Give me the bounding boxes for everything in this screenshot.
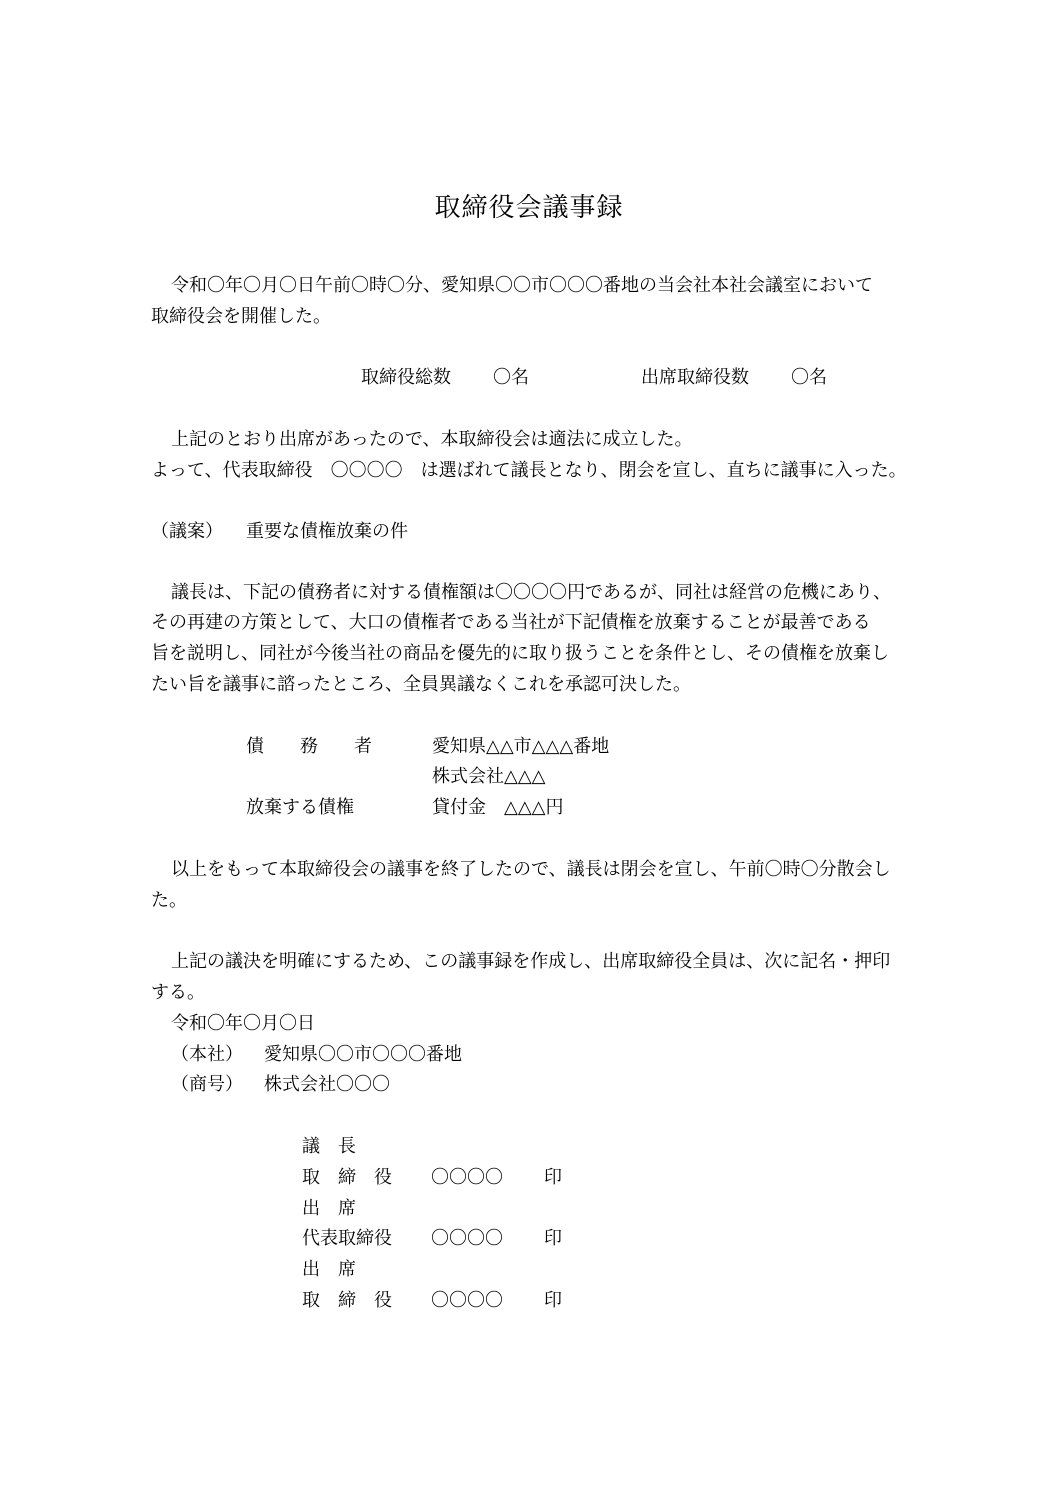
signature-0-seal: 印: [544, 1167, 562, 1188]
signature-0-role-top: 議 長: [302, 1136, 356, 1157]
debtor-label: 債 務 者: [246, 736, 372, 757]
intro-line-2: 取締役会を開催した。: [151, 306, 331, 327]
signature-0-role: 取 締 役: [302, 1167, 392, 1188]
signature-2-name: 〇〇〇〇: [431, 1290, 503, 1311]
agenda-item: 重要な債権放棄の件: [246, 521, 408, 542]
closing-line-2: た。: [151, 890, 187, 911]
discussion-line-1: 議長は、下記の債務者に対する債権額は〇〇〇〇円であるが、同社は経営の危機にあり、: [171, 582, 891, 603]
signature-1-name: 〇〇〇〇: [431, 1228, 503, 1249]
company-value: 株式会社〇〇〇: [264, 1074, 390, 1095]
attendance-total-value: 〇名: [493, 367, 529, 388]
quorum-line-1: 上記のとおり出席があったので、本取締役会は適法に成立した。: [171, 429, 693, 450]
quorum-line-2: よって、代表取締役 〇〇〇〇 は選ばれて議長となり、閉会を宣し、直ちに議事に入った。: [151, 460, 907, 481]
intro-line-1: 令和〇年〇月〇日午前〇時〇分、愛知県〇〇市〇〇〇番地の当会社本社会議室において: [171, 275, 873, 296]
attendance-present-label: 出席取締役数: [641, 367, 749, 388]
debtor-company: 株式会社△△△: [432, 766, 546, 787]
attendance-total-label: 取締役総数: [361, 367, 451, 388]
agenda-label: （議案）: [151, 521, 223, 542]
signature-1-role: 代表取締役: [302, 1228, 392, 1249]
record-date: 令和〇年〇月〇日: [171, 1013, 315, 1034]
discussion-line-4: たい旨を議事に諮ったところ、全員異議なくこれを承認可決した。: [151, 674, 691, 695]
claim-label: 放棄する債権: [246, 797, 354, 818]
hq-label: （本社）: [171, 1044, 243, 1065]
signature-1-role-top: 出 席: [302, 1198, 356, 1219]
record-line-2: する。: [151, 982, 205, 1003]
document-title: 取締役会議事録: [434, 193, 624, 223]
hq-value: 愛知県〇〇市〇〇〇番地: [264, 1044, 462, 1065]
signature-2-seal: 印: [544, 1290, 562, 1311]
signature-0-name: 〇〇〇〇: [431, 1167, 503, 1188]
debtor-address: 愛知県△△市△△△番地: [432, 736, 610, 757]
company-label: （商号）: [171, 1074, 243, 1095]
signature-2-role: 取 締 役: [302, 1290, 392, 1311]
attendance-present-value: 〇名: [791, 367, 827, 388]
closing-line-1: 以上をもって本取締役会の議事を終了したので、議長は閉会を宣し、午前〇時〇分散会し: [171, 859, 891, 880]
discussion-line-2: その再建の方策として、大口の債権者である当社が下記債権を放棄することが最善である: [151, 612, 871, 633]
record-line-1: 上記の議決を明確にするため、この議事録を作成し、出席取締役全員は、次に記名・押印: [171, 951, 891, 972]
discussion-line-3: 旨を説明し、同社が今後当社の商品を優先的に取り扱うことを条件とし、その債権を放棄し: [151, 643, 889, 664]
claim-value: 貸付金 △△△円: [432, 797, 564, 818]
signature-2-role-top: 出 席: [302, 1259, 356, 1280]
signature-1-seal: 印: [544, 1228, 562, 1249]
